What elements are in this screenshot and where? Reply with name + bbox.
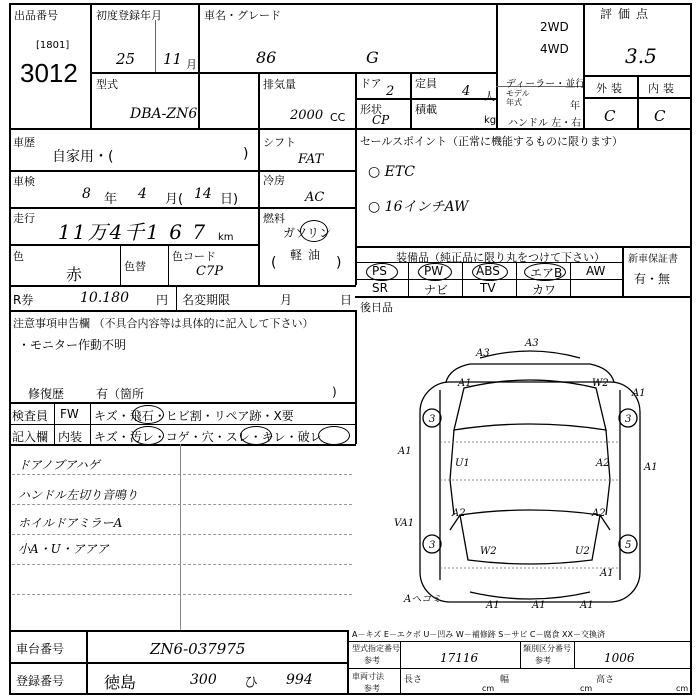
equipment-label: 装備品（純正品に限り丸をつけて下さい） — [396, 251, 605, 264]
history-value: 自家用・( — [52, 149, 114, 165]
mark-18: U2 — [575, 546, 590, 557]
handle-label: ハンドル 左・右 — [508, 118, 582, 129]
mark-17: W2 — [480, 546, 497, 557]
recycle-value: 10.180 — [80, 290, 129, 306]
repair-close: ) — [332, 385, 337, 399]
fuel-gas-circle — [300, 220, 328, 242]
equip-sr: SR — [372, 281, 388, 295]
mark-16: 5 — [625, 540, 632, 551]
fuel-gas: ガソリン — [283, 226, 332, 240]
interior-items: キズ・汚レ・コゲ・穴・スレ・キレ・破レ — [94, 430, 322, 444]
lot-number: 3012 — [20, 58, 78, 88]
equip-pw: PW — [424, 264, 444, 278]
aftermarket-label: 後日品 — [360, 301, 393, 314]
class-no-sub: 参考 — [535, 656, 551, 665]
color-value: 赤 — [66, 265, 83, 284]
size-label: 車両寸法 — [352, 672, 384, 681]
model-name-label: 車名・グレード — [204, 9, 281, 22]
lot-sub: [1801] — [36, 40, 70, 51]
mark-22: A1 — [580, 600, 594, 611]
reg-class: 300 — [190, 672, 217, 688]
repair-value: 有（箇所 — [96, 387, 145, 401]
equip-leather: カワ — [532, 283, 557, 297]
interior-check-label: 内装 — [58, 430, 83, 444]
warranty-label: 新車保証書 — [628, 254, 678, 265]
inspector-note-1: ドアノブアハゲ — [18, 458, 100, 472]
inspector-note-3: ホイルドアミラーA — [18, 516, 123, 530]
mark-5: A1 — [632, 388, 646, 399]
mark-11: A1 — [644, 462, 658, 473]
mark-1: A3 — [476, 348, 490, 359]
reg-number: 994 — [286, 672, 313, 688]
model-year-unit: 年 — [570, 101, 580, 112]
mark-4: W2 — [592, 378, 609, 389]
equip-ps-circle — [366, 263, 398, 281]
exterior-grade: C — [604, 107, 616, 125]
int-dirt-circle — [132, 426, 164, 445]
capacity-value: 4 — [462, 84, 471, 99]
inspection-month-unit: 月( — [165, 192, 184, 207]
name-change-month: 月 — [280, 293, 293, 307]
equip-airbag: エアB — [530, 266, 563, 280]
capacity-label: 定員 — [415, 77, 437, 90]
model-year-label: モデル年式 — [506, 89, 530, 107]
displacement-value: 2000 — [290, 108, 324, 123]
mfr-no-label: 型式指定番号 — [352, 644, 400, 653]
inspector-note-2: ハンドル左切り音鳴り — [18, 488, 139, 502]
width-label: 幅 — [500, 675, 510, 685]
mark-21: A1 — [532, 600, 546, 611]
ac-value: AC — [305, 190, 325, 205]
first-reg-month-unit: 月 — [186, 58, 197, 71]
mileage-unit: km — [218, 232, 234, 243]
history-close: ) — [243, 146, 249, 162]
int-scuff-circle — [240, 426, 272, 445]
exterior-label: 外装 — [596, 82, 626, 95]
fuel-diesel: 軽油 — [290, 248, 327, 262]
interior-label: 内装 — [648, 82, 678, 95]
height-label: 高さ — [596, 675, 615, 685]
recolor-label: 色替 — [124, 260, 146, 273]
type-value: DBA-ZN6 — [130, 106, 198, 122]
repair-label: 修復歴 — [28, 387, 65, 401]
shift-value: FAT — [298, 152, 324, 167]
mark-23: Aヘコミ — [404, 594, 442, 605]
doors-label: ドア — [360, 77, 382, 90]
mark-9: U1 — [455, 458, 470, 469]
fuel-bracket-r: ) — [336, 255, 342, 271]
mark-20: A1 — [486, 600, 500, 611]
chassis-value: ZN6-037975 — [150, 640, 246, 658]
mfr-no-value: 17116 — [440, 651, 479, 665]
mark-13: A2 — [452, 508, 466, 519]
equip-aw: AW — [586, 264, 606, 278]
reg-label: 登録番号 — [16, 674, 65, 688]
first-reg-year: 25 — [116, 50, 136, 68]
fuel-label: 燃料 — [263, 212, 285, 225]
fuel-bracket-l: ( — [271, 255, 277, 271]
mark-3: A1 — [458, 378, 472, 389]
history-label: 車歴 — [13, 136, 35, 149]
class-no-label: 類別区分番号 — [523, 644, 571, 653]
name-change-day: 日 — [340, 293, 353, 307]
mark-14: A2 — [592, 508, 606, 519]
dealer-label: ディーラー・並行 — [506, 79, 586, 90]
width-cm: cm — [580, 684, 593, 693]
inspection-month: 4 — [138, 186, 147, 202]
mark-8: A1 — [398, 446, 412, 457]
first-reg-month: 11 — [163, 50, 183, 68]
equip-navi: ナビ — [424, 283, 449, 297]
payload-unit: kg — [484, 115, 497, 126]
inspector-label-2: 記入欄 — [12, 430, 49, 444]
mileage-value: 11万4千1 6 7 — [58, 220, 208, 244]
recycle-unit: 円 — [156, 293, 169, 307]
diagram-legend: A－キズ E－エクボ U－凹み W－補修跡 S－サビ C－腐食 XX－交換済 — [352, 630, 606, 639]
mark-10: A2 — [596, 458, 610, 469]
shape-value: CP — [372, 113, 390, 127]
inspection-day-unit: 日) — [220, 192, 239, 207]
reg-kana: ひ — [244, 675, 258, 691]
length-label: 長さ — [404, 675, 423, 685]
sales-point-1: ○ ETC — [368, 164, 415, 180]
equip-abs: ABS — [476, 264, 500, 278]
interior-grade: C — [654, 107, 666, 125]
mark-12: VA1 — [394, 518, 415, 529]
inspector-note-4: 小A・U・アアア — [18, 542, 109, 556]
score-label: 評価点 — [600, 7, 655, 21]
size-sub: 参考 — [364, 684, 380, 693]
fw-stone-circle — [132, 405, 164, 424]
mark-7: 3 — [625, 414, 632, 425]
color-code-value: C7P — [196, 264, 223, 279]
drive-4wd: 4WD — [540, 42, 569, 56]
reg-place: 徳島 — [104, 673, 137, 692]
notes-label: 注意事項申告欄 （不具合内容等は具体的に記入して下さい） — [13, 317, 314, 330]
notes-line-1: ・モニター作動不明 — [18, 338, 127, 352]
displacement-label: 排気量 — [263, 78, 296, 91]
mark-2: A3 — [525, 338, 539, 349]
inspector-label-1: 検査員 — [12, 409, 49, 423]
equip-pw-circle — [418, 263, 452, 281]
sales-label: セールスポイント（正常に機能するものに限ります） — [360, 135, 624, 148]
length-cm: cm — [482, 684, 495, 693]
height-cm: cm — [676, 684, 689, 693]
ac-label: 冷房 — [263, 174, 285, 187]
score-value: 3.5 — [625, 44, 657, 68]
drive-2wd: 2WD — [540, 20, 569, 34]
chassis-label: 車台番号 — [16, 642, 65, 656]
fw-label: FW — [60, 407, 79, 421]
mark-19: A1 — [600, 568, 614, 579]
warranty-value: 有・無 — [634, 272, 671, 286]
displacement-unit: CC — [330, 111, 346, 124]
mileage-label: 走行 — [13, 212, 35, 225]
mfr-no-sub: 参考 — [364, 656, 380, 665]
equip-tv: TV — [480, 281, 496, 295]
inspection-year-unit: 年 — [104, 192, 118, 207]
inspection-day: 14 — [194, 186, 212, 202]
inspection-year: 8 — [82, 186, 91, 202]
capacity-unit: 人 — [484, 90, 495, 103]
first-reg-label: 初度登録年月 — [96, 9, 162, 22]
lot-label: 出品番号 — [14, 9, 58, 22]
type-label: 型式 — [96, 78, 118, 91]
color-code-label: 色コード — [172, 250, 216, 263]
model-name: 86 — [256, 48, 277, 67]
grade: G — [366, 48, 379, 67]
mark-15: 3 — [429, 540, 436, 551]
recycle-label: R券 — [13, 293, 34, 307]
color-label: 色 — [13, 250, 24, 263]
doors-value: 2 — [386, 84, 395, 99]
sales-point-2: ○ 16インチAW — [368, 199, 469, 215]
class-no-value: 1006 — [604, 651, 635, 665]
car-diagram — [360, 330, 690, 620]
shift-label: シフト — [263, 136, 296, 149]
int-tear-circle — [318, 426, 350, 445]
name-change-label: 名変期限 — [182, 293, 231, 307]
equip-airbag-circle — [524, 263, 566, 281]
shape-label: 形状 — [360, 103, 382, 116]
payload-label: 積載 — [415, 103, 437, 116]
equip-abs-circle — [472, 263, 508, 281]
inspection-label: 車検 — [13, 175, 35, 188]
fw-items: キズ・飛石・ヒビ割・リペア跡・X要 — [94, 409, 294, 423]
equip-ps: PS — [372, 264, 387, 278]
mark-6: 3 — [429, 414, 436, 425]
